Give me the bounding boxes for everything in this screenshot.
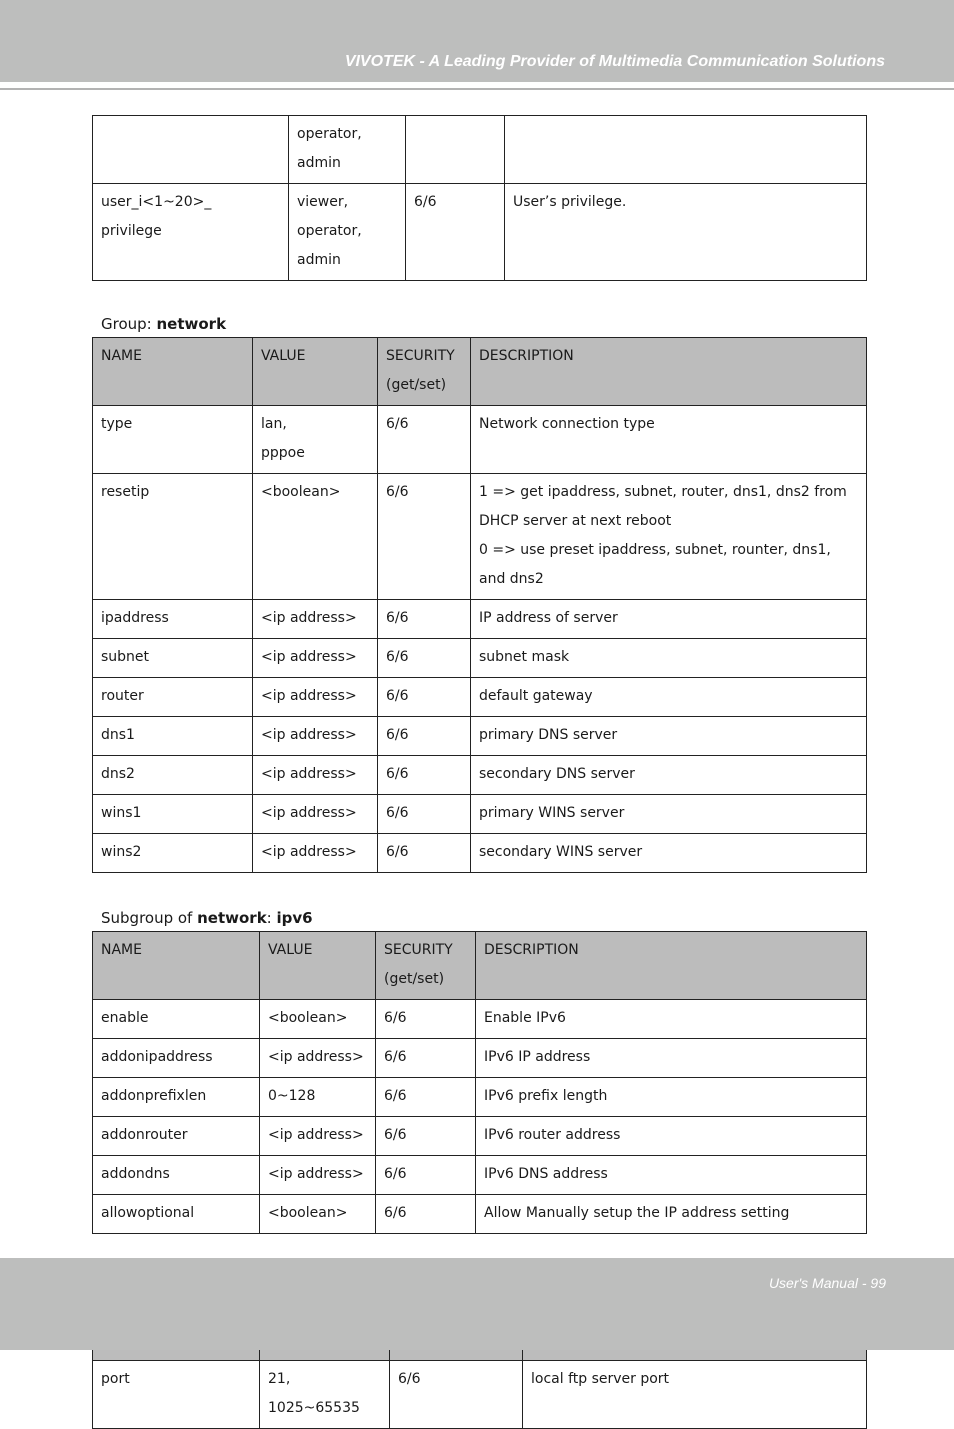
cell-value bbox=[253, 474, 378, 600]
cell-value bbox=[253, 678, 378, 717]
table-row bbox=[93, 406, 867, 474]
cell-line: operator, bbox=[297, 223, 362, 239]
cell-security bbox=[378, 474, 471, 600]
cell-line: subnet mask bbox=[479, 649, 570, 665]
cell-line: <ip address> bbox=[261, 766, 357, 782]
cell-line: local ftp server port bbox=[531, 1371, 670, 1387]
table-row bbox=[93, 116, 867, 184]
cell-line: 6/6 bbox=[386, 649, 409, 665]
cell-description bbox=[523, 1361, 867, 1429]
cell-security bbox=[378, 717, 471, 756]
cell-line: operator, bbox=[297, 126, 362, 142]
header-cell-name bbox=[93, 338, 253, 406]
cell-line: secondary DNS server bbox=[479, 766, 635, 782]
cell-name bbox=[93, 1117, 260, 1156]
cell-value bbox=[289, 116, 406, 184]
group-title-name: network bbox=[156, 315, 227, 333]
cell-line: subnet bbox=[101, 649, 150, 665]
cell-line: wins1 bbox=[101, 805, 142, 821]
cell-description bbox=[476, 1000, 867, 1039]
cell-line: primary WINS server bbox=[479, 805, 625, 821]
cell-value bbox=[253, 717, 378, 756]
cell-line: addonrouter bbox=[101, 1127, 188, 1143]
table-header-row bbox=[93, 338, 867, 406]
table-row bbox=[93, 600, 867, 639]
cell-name bbox=[93, 795, 253, 834]
cell-line: 6/6 bbox=[386, 766, 409, 782]
table-row bbox=[93, 184, 867, 281]
page-footer bbox=[0, 1258, 954, 1350]
cell-value bbox=[253, 834, 378, 873]
cell-line: <ip address> bbox=[261, 610, 357, 626]
cell-line: lan, bbox=[261, 416, 287, 432]
header-cell-line: DESCRIPTION bbox=[479, 348, 574, 364]
cell-line: <boolean> bbox=[268, 1010, 348, 1026]
cell-name bbox=[93, 834, 253, 873]
header-title: VIVOTEK - A Leading Provider of Multimedia Communication Solutions bbox=[344, 53, 885, 70]
cell-line: addondns bbox=[101, 1166, 170, 1182]
cell-description bbox=[505, 116, 867, 184]
cell-line: 6/6 bbox=[384, 1205, 407, 1221]
cell-description bbox=[471, 678, 867, 717]
cell-line: type bbox=[101, 416, 133, 432]
cell-line: default gateway bbox=[479, 688, 593, 704]
cell-line: <ip address> bbox=[261, 844, 357, 860]
cell-description bbox=[476, 1078, 867, 1117]
cell-value bbox=[260, 1000, 376, 1039]
table-row bbox=[93, 639, 867, 678]
header-cell-value bbox=[260, 932, 376, 1000]
page-number: User's Manual - 99 bbox=[768, 1275, 886, 1291]
cell-line: IPv6 router address bbox=[484, 1127, 621, 1143]
cell-name bbox=[93, 1000, 260, 1039]
table-row bbox=[93, 1156, 867, 1195]
header-cell-description bbox=[476, 932, 867, 1000]
table-row bbox=[93, 678, 867, 717]
cell-description bbox=[471, 834, 867, 873]
table-row bbox=[93, 756, 867, 795]
header-cell-line: (get/set) bbox=[386, 377, 447, 393]
cell-line: admin bbox=[297, 155, 341, 171]
group-title-name: ipv6 bbox=[276, 909, 313, 927]
cell-line: 6/6 bbox=[386, 484, 409, 500]
cell-line: port bbox=[101, 1371, 130, 1387]
cell-description bbox=[476, 1117, 867, 1156]
cell-line: 1 => get ipaddress, subnet, router, dns1, dns2 from DHCP server at next reboot bbox=[479, 484, 847, 529]
header-cell-line: VALUE bbox=[268, 942, 313, 958]
cell-security bbox=[378, 600, 471, 639]
page-header bbox=[0, 0, 954, 82]
header-cell-line: (get/set) bbox=[384, 971, 445, 987]
header-cell-description bbox=[471, 338, 867, 406]
cell-line: pppoe bbox=[261, 445, 305, 461]
cell-line: wins2 bbox=[101, 844, 142, 860]
cell-line: allowoptional bbox=[101, 1205, 195, 1221]
cell-description bbox=[471, 639, 867, 678]
group-title-group: network bbox=[197, 909, 267, 927]
cell-name bbox=[93, 756, 253, 795]
cell-name bbox=[93, 184, 289, 281]
cell-line: 6/6 bbox=[384, 1049, 407, 1065]
cell-name bbox=[93, 678, 253, 717]
cell-name bbox=[93, 1078, 260, 1117]
cell-security bbox=[376, 1117, 476, 1156]
cell-line: 0 => use preset ipaddress, subnet, rounter, dns1, and dns2 bbox=[479, 542, 831, 587]
cell-value bbox=[253, 756, 378, 795]
cell-line: 6/6 bbox=[384, 1010, 407, 1026]
table-row bbox=[93, 717, 867, 756]
cell-line: User’s privilege. bbox=[513, 194, 627, 210]
cell-security bbox=[378, 834, 471, 873]
cell-value bbox=[253, 639, 378, 678]
header-cell-line: DESCRIPTION bbox=[484, 942, 579, 958]
cell-line: <ip address> bbox=[261, 727, 357, 743]
cell-security bbox=[406, 116, 505, 184]
cell-line: IPv6 DNS address bbox=[484, 1166, 608, 1182]
cell-security bbox=[378, 678, 471, 717]
cell-line: 21, bbox=[268, 1371, 291, 1387]
cell-security bbox=[376, 1039, 476, 1078]
cell-security bbox=[376, 1000, 476, 1039]
cell-line: IP address of server bbox=[479, 610, 618, 626]
cell-line: addonprefixlen bbox=[101, 1088, 207, 1104]
cell-line: 6/6 bbox=[386, 727, 409, 743]
cell-line: addonipaddress bbox=[101, 1049, 213, 1065]
cell-line: privilege bbox=[101, 223, 162, 239]
cell-value bbox=[253, 600, 378, 639]
header-cell-line: SECURITY bbox=[384, 942, 453, 958]
cell-name bbox=[93, 717, 253, 756]
ipv6-table bbox=[92, 931, 867, 1234]
cell-line: 6/6 bbox=[386, 416, 409, 432]
cell-line: <ip address> bbox=[261, 688, 357, 704]
cell-security bbox=[406, 184, 505, 281]
cell-value bbox=[260, 1361, 390, 1429]
header-cell-line: NAME bbox=[101, 348, 142, 364]
cell-line: ipaddress bbox=[101, 610, 169, 626]
cell-description bbox=[471, 600, 867, 639]
header-cell-value bbox=[253, 338, 378, 406]
table-body bbox=[93, 932, 867, 1234]
cell-name bbox=[93, 1361, 260, 1429]
header-cell-security bbox=[378, 338, 471, 406]
cell-value bbox=[253, 795, 378, 834]
cell-description bbox=[476, 1039, 867, 1078]
cell-security bbox=[378, 756, 471, 795]
cell-line: enable bbox=[101, 1010, 149, 1026]
cell-value bbox=[260, 1117, 376, 1156]
cell-description bbox=[471, 406, 867, 474]
cell-line: resetip bbox=[101, 484, 150, 500]
cell-line: <boolean> bbox=[261, 484, 341, 500]
table-row bbox=[93, 1195, 867, 1234]
cell-line: Allow Manually setup the IP address setting bbox=[484, 1205, 790, 1221]
table-row bbox=[93, 1000, 867, 1039]
header-cell-name bbox=[93, 932, 260, 1000]
cell-line: secondary WINS server bbox=[479, 844, 643, 860]
cell-value bbox=[260, 1156, 376, 1195]
cell-description bbox=[471, 717, 867, 756]
cell-security bbox=[376, 1078, 476, 1117]
cell-security bbox=[378, 795, 471, 834]
cell-security bbox=[378, 639, 471, 678]
cell-value bbox=[260, 1039, 376, 1078]
header-cell-line: SECURITY bbox=[386, 348, 455, 364]
cell-line: user_i<1~20>_ bbox=[101, 194, 212, 210]
cell-line: admin bbox=[297, 252, 341, 268]
cell-line: viewer, bbox=[297, 194, 349, 210]
cell-line: <ip address> bbox=[268, 1166, 364, 1182]
cell-line: 6/6 bbox=[384, 1088, 407, 1104]
header-cell-line: VALUE bbox=[261, 348, 306, 364]
cell-name bbox=[93, 1039, 260, 1078]
cell-name bbox=[93, 639, 253, 678]
cell-line: <ip address> bbox=[261, 805, 357, 821]
cell-line: 6/6 bbox=[398, 1371, 421, 1387]
cell-value bbox=[260, 1078, 376, 1117]
cell-line: router bbox=[101, 688, 144, 704]
cell-line: Enable IPv6 bbox=[484, 1010, 566, 1026]
cell-line: dns2 bbox=[101, 766, 135, 782]
page-content bbox=[92, 115, 866, 1429]
group-title-prefix: Subgroup of bbox=[101, 909, 198, 927]
cell-line: Network connection type bbox=[479, 416, 655, 432]
cell-name bbox=[93, 1195, 260, 1234]
cell-value bbox=[260, 1195, 376, 1234]
cell-name bbox=[93, 116, 289, 184]
header-cell-security bbox=[376, 932, 476, 1000]
header-cell-line: NAME bbox=[101, 942, 142, 958]
cell-line: 6/6 bbox=[386, 805, 409, 821]
cell-security bbox=[378, 406, 471, 474]
cell-line: 6/6 bbox=[414, 194, 437, 210]
cell-security bbox=[376, 1156, 476, 1195]
cell-line: IPv6 IP address bbox=[484, 1049, 591, 1065]
cell-line: 6/6 bbox=[386, 688, 409, 704]
group-title-prefix: Group: bbox=[101, 315, 157, 333]
cell-description bbox=[476, 1156, 867, 1195]
cell-line: <ip address> bbox=[268, 1049, 364, 1065]
header-divider bbox=[0, 88, 954, 90]
cell-line: <boolean> bbox=[268, 1205, 348, 1221]
cell-description bbox=[476, 1195, 867, 1234]
cell-line: 6/6 bbox=[384, 1127, 407, 1143]
cell-line: IPv6 prefix length bbox=[484, 1088, 608, 1104]
spacer bbox=[92, 873, 866, 905]
table-row bbox=[93, 1117, 867, 1156]
cell-description bbox=[471, 756, 867, 795]
table-body bbox=[93, 338, 867, 873]
cell-name bbox=[93, 600, 253, 639]
cell-name bbox=[93, 474, 253, 600]
table-row bbox=[93, 795, 867, 834]
cell-value bbox=[289, 184, 406, 281]
cell-security bbox=[376, 1195, 476, 1234]
table-header-row bbox=[93, 932, 867, 1000]
cell-line: 0~128 bbox=[268, 1088, 316, 1104]
group-title-network bbox=[92, 311, 866, 337]
network-table bbox=[92, 337, 867, 873]
table-row bbox=[93, 1361, 867, 1429]
table-row bbox=[93, 1039, 867, 1078]
cell-line: 6/6 bbox=[386, 844, 409, 860]
cell-line: 6/6 bbox=[384, 1166, 407, 1182]
cell-name bbox=[93, 1156, 260, 1195]
table-row bbox=[93, 834, 867, 873]
group-title-ipv6 bbox=[92, 905, 866, 931]
cell-line: <ip address> bbox=[261, 649, 357, 665]
cell-line: <ip address> bbox=[268, 1127, 364, 1143]
cell-name bbox=[93, 406, 253, 474]
cell-value bbox=[253, 406, 378, 474]
table-body bbox=[93, 116, 867, 281]
cell-description bbox=[471, 474, 867, 600]
table-row bbox=[93, 474, 867, 600]
cell-description bbox=[505, 184, 867, 281]
cell-line: dns1 bbox=[101, 727, 135, 743]
privilege-table-continued bbox=[92, 115, 867, 281]
spacer bbox=[92, 281, 866, 311]
cell-security bbox=[390, 1361, 523, 1429]
cell-line: 6/6 bbox=[386, 610, 409, 626]
cell-description bbox=[471, 795, 867, 834]
cell-line: primary DNS server bbox=[479, 727, 618, 743]
table-row bbox=[93, 1078, 867, 1117]
group-title-sep: : bbox=[266, 909, 277, 927]
cell-line: 1025~65535 bbox=[268, 1400, 360, 1416]
